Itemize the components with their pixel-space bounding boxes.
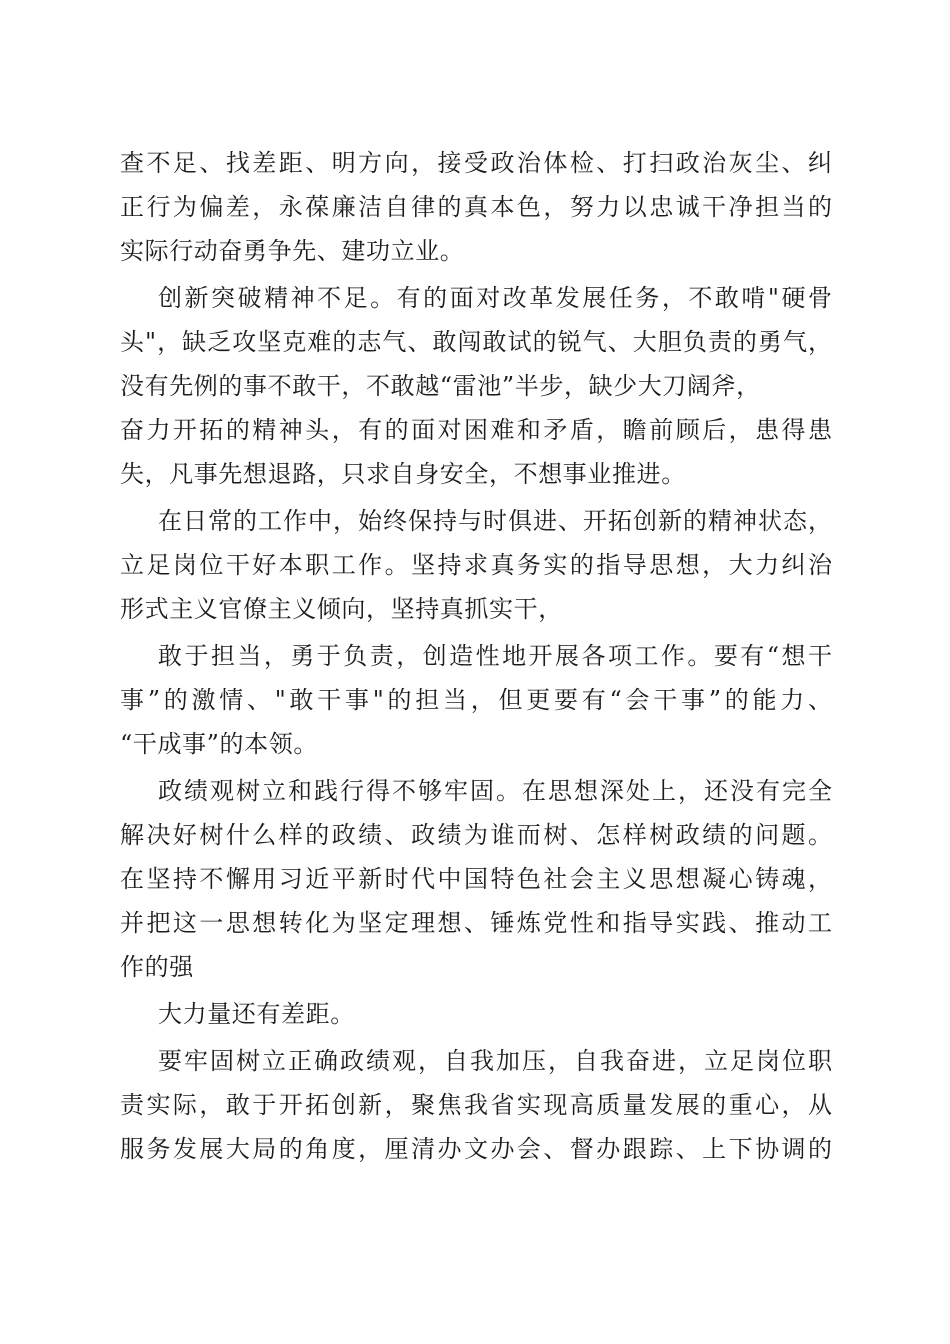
text-line: 敢于担当，勇于负责，创造性地开展各项工作。要有“想干 bbox=[158, 642, 832, 670]
text-line: 形式主义官僚主义倾向，坚持真抓实干， bbox=[120, 595, 563, 623]
text-line: 大力量还有差距。 bbox=[158, 1000, 355, 1028]
paragraph-6 bbox=[120, 992, 832, 1036]
text-line: 责实际，敢于开拓创新，聚焦我省实现高质量发展的重心，从 bbox=[120, 1091, 832, 1119]
text-line: 查不足、找差距、明方向，接受政治体检、打扫政治灰尘、纠 bbox=[120, 149, 832, 177]
text-line: 要牢固树立正确政绩观，自我加压，自我奋进，立足岗位职 bbox=[158, 1047, 832, 1075]
document-body bbox=[120, 141, 832, 1171]
text-line: 政绩观树立和践行得不够牢固。在思想深处上，还没有完全 bbox=[158, 777, 832, 805]
paragraph-2 bbox=[120, 276, 832, 496]
text-line: “干成事”的本领。 bbox=[120, 730, 318, 758]
paragraph-4 bbox=[120, 634, 832, 766]
text-line: 立足岗位干好本职工作。坚持求真务实的指导思想，大力纠治 bbox=[120, 551, 832, 579]
paragraph-5 bbox=[120, 769, 832, 989]
text-line: 作的强 bbox=[120, 953, 194, 981]
text-line: 没有先例的事不敢干，不敢越“雷池”半步，缺少大刀阔斧， bbox=[120, 372, 761, 400]
text-line: 头"，缺乏攻坚克难的志气、敢闯敢试的锐气、大胆负责的勇气， bbox=[120, 328, 832, 356]
text-line: 实际行动奋勇争先、建功立业。 bbox=[120, 237, 465, 265]
paragraph-3 bbox=[120, 499, 832, 631]
paragraph-1 bbox=[120, 141, 832, 273]
text-line: 解决好树什么样的政绩、政绩为谁而树、怎样树政绩的问题。 bbox=[120, 821, 832, 849]
text-line: 奋力开拓的精神头，有的面对困难和矛盾，瞻前顾后，患得患 bbox=[120, 416, 832, 444]
text-line: 并把这一思想转化为坚定理想、锤炼党性和指导实践、推动工 bbox=[120, 909, 832, 937]
text-line: 在坚持不懈用习近平新时代中国特色社会主义思想凝心铸魂， bbox=[120, 865, 832, 893]
text-line: 事”的激情、"敢干事"的担当，但更要有“会干事”的能力、 bbox=[120, 686, 832, 714]
text-line: 在日常的工作中，始终保持与时俱进、开拓创新的精神状态， bbox=[158, 507, 832, 535]
paragraph-7 bbox=[120, 1039, 832, 1171]
text-line: 正行为偏差，永葆廉洁自律的真本色，努力以忠诚干净担当的 bbox=[120, 193, 832, 221]
text-line: 创新突破精神不足。有的面对改革发展任务，不敢啃"硬骨 bbox=[158, 284, 832, 312]
text-line: 失，凡事先想退路，只求自身安全，不想事业推进。 bbox=[120, 460, 686, 488]
text-line: 服务发展大局的角度，厘清办文办会、督办跟踪、上下协调的 bbox=[120, 1135, 832, 1163]
